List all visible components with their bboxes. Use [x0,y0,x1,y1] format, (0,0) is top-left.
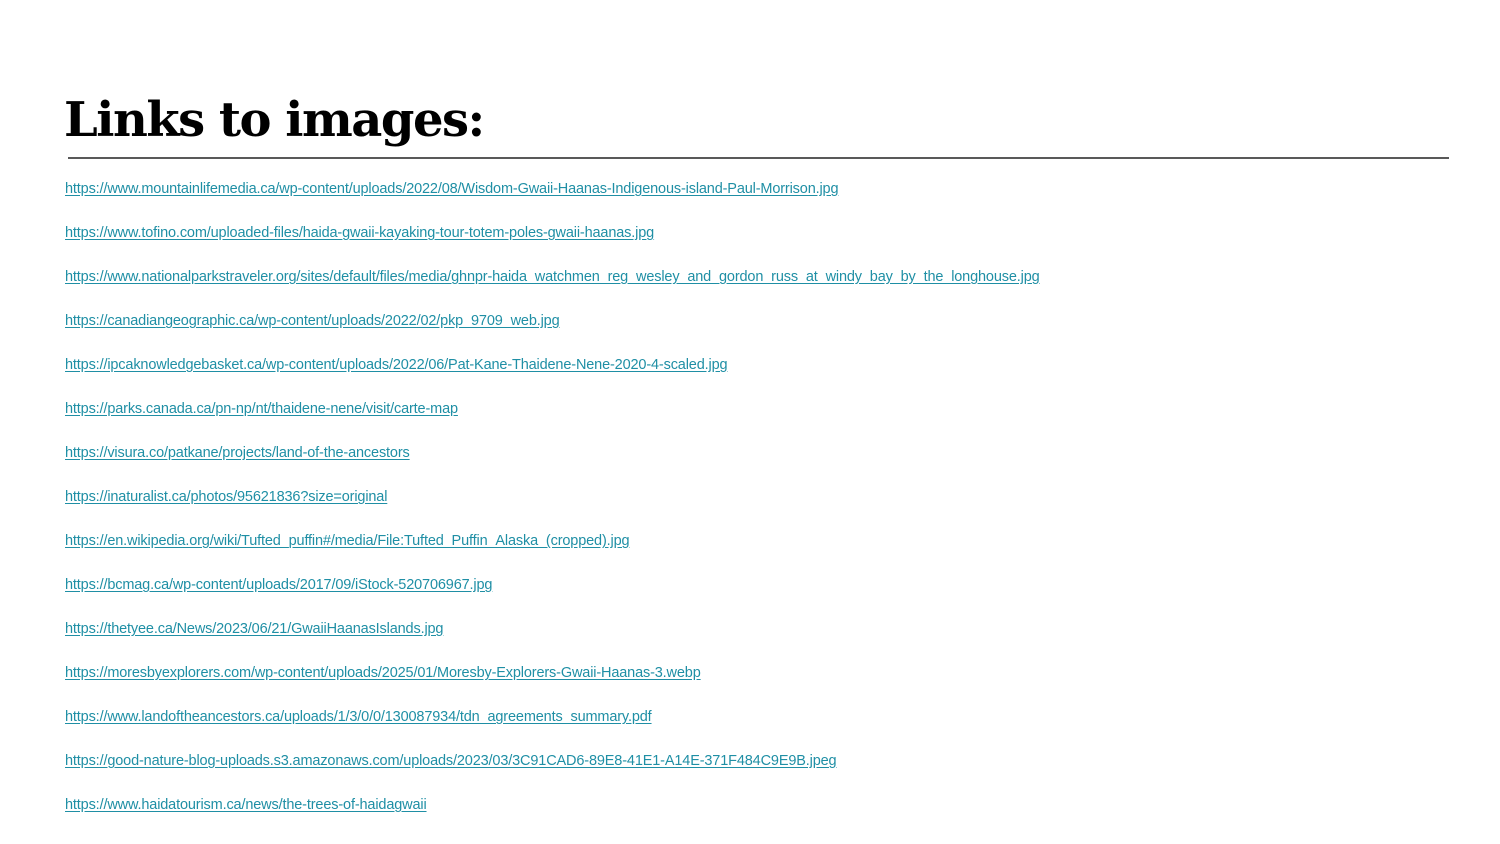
image-link[interactable]: https://thetyee.ca/News/2023/06/21/GwaiiHaanasIslands.jpg [65,621,444,637]
list-item [65,706,1040,750]
link-list [65,178,1040,838]
image-link[interactable]: https://bcmag.ca/wp-content/uploads/2017/09/iStock-520706967.jpg [65,577,493,593]
list-item [65,486,1040,530]
image-link[interactable]: https://inaturalist.ca/photos/95621836?size=original [65,489,388,505]
list-item [65,310,1040,354]
image-link[interactable]: https://en.wikipedia.org/wiki/Tufted_puffin#/media/File:Tufted_Puffin_Alaska_(cropped).jpg [65,533,630,549]
list-item [65,750,1040,794]
list-item [65,794,1040,838]
image-link[interactable]: https://canadiangeographic.ca/wp-content/uploads/2022/02/pkp_9709_web.jpg [65,313,560,329]
image-link[interactable]: https://www.nationalparkstraveler.org/sites/default/files/media/ghnpr-haida_watchmen_reg_wesley_and_gordon_russ_at_windy_bay_by_the_longhouse.jpg [65,269,1040,285]
list-item [65,574,1040,618]
list-item [65,398,1040,442]
list-item [65,618,1040,662]
image-link[interactable]: https://www.haidatourism.ca/news/the-trees-of-haidagwaii [65,797,427,813]
list-item [65,222,1040,266]
list-item [65,266,1040,310]
slide-title: Links to images: [64,92,484,148]
list-item [65,354,1040,398]
image-link[interactable]: https://www.landoftheancestors.ca/uploads/1/3/0/0/130087934/tdn_agreements_summary.pdf [65,709,652,725]
image-link[interactable]: https://visura.co/patkane/projects/land-of-the-ancestors [65,445,410,461]
image-link[interactable]: https://parks.canada.ca/pn-np/nt/thaidene-nene/visit/carte-map [65,401,458,417]
list-item [65,178,1040,222]
list-item [65,662,1040,706]
image-link[interactable]: https://good-nature-blog-uploads.s3.amazonaws.com/uploads/2023/03/3C91CAD6-89E8-41E1-A14E-371F484C9E9B.jpeg [65,753,837,769]
list-item [65,442,1040,486]
image-link[interactable]: https://ipcaknowledgebasket.ca/wp-content/uploads/2022/06/Pat-Kane-Thaidene-Nene-2020-4-scaled.jpg [65,357,728,373]
image-link[interactable]: https://www.mountainlifemedia.ca/wp-content/uploads/2022/08/Wisdom-Gwaii-Haanas-Indigenous-island-Paul-Morrison.jpg [65,181,839,197]
title-divider [68,157,1449,159]
image-link[interactable]: https://www.tofino.com/uploaded-files/haida-gwaii-kayaking-tour-totem-poles-gwaii-haanas.jpg [65,225,655,241]
list-item [65,530,1040,574]
image-link[interactable]: https://moresbyexplorers.com/wp-content/uploads/2025/01/Moresby-Explorers-Gwaii-Haanas-3.webp [65,665,701,681]
